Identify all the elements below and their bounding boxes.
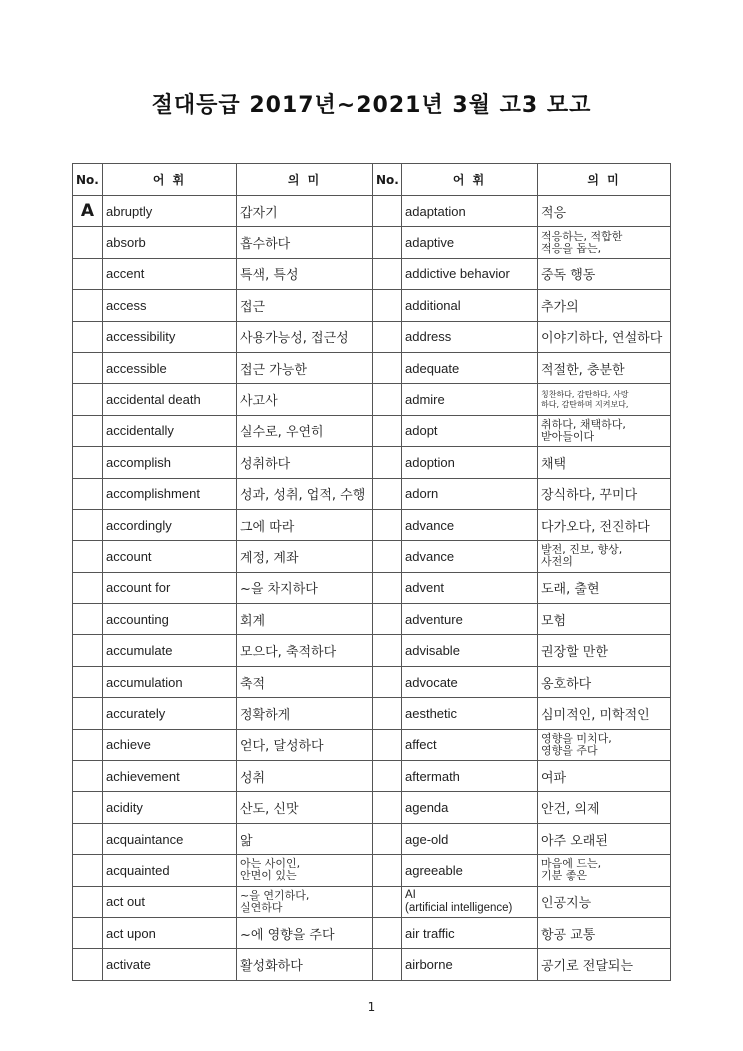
word-line: adoption <box>405 454 455 470</box>
table-row <box>73 635 671 666</box>
table-row <box>73 949 671 980</box>
row-number-right <box>373 792 402 823</box>
meaning-line: 접근 <box>240 299 266 315</box>
row-number-right <box>373 290 402 321</box>
word-line: airborne <box>405 957 453 973</box>
word-cell: accessibility <box>103 321 237 352</box>
row-number-right <box>373 635 402 666</box>
word-cell <box>402 761 538 792</box>
word-cell <box>402 823 538 854</box>
word-cell <box>402 258 538 289</box>
row-number-right <box>373 384 402 415</box>
meaning-line: 축적 <box>240 676 266 692</box>
meaning-line: ~에 영향을 주다 <box>240 927 335 943</box>
word-line: affect <box>405 737 437 753</box>
meaning-cell <box>538 290 671 321</box>
row-number-right <box>373 541 402 572</box>
meaning-cell <box>237 541 373 572</box>
word-cell <box>402 447 538 478</box>
table-row <box>73 509 671 540</box>
meaning-line: ~을 차지하다 <box>240 582 318 598</box>
word-line: advocate <box>405 674 458 690</box>
meaning-line: 칭찬하다, 감탄하다, 사랑 <box>541 389 629 399</box>
meaning-line: 사고사 <box>240 394 278 410</box>
meaning-cell <box>237 823 373 854</box>
meaning-cell <box>237 447 373 478</box>
meaning-line: 기분 좋은 <box>541 869 588 883</box>
row-number-left <box>73 447 103 478</box>
meaning-line: 취하다, 채택하다, <box>541 417 626 431</box>
table-row <box>73 290 671 321</box>
meaning-cell <box>538 509 671 540</box>
meaning-line: 성취하다 <box>240 456 291 472</box>
table-row <box>73 572 671 603</box>
word-line: adopt <box>405 423 438 439</box>
meaning-cell <box>538 823 671 854</box>
row-number-left <box>73 698 103 729</box>
meaning-cell <box>237 478 373 509</box>
header-meaning-right: 의 미 <box>538 164 671 196</box>
table-row <box>73 384 671 415</box>
meaning-cell <box>538 541 671 572</box>
meaning-cell <box>237 321 373 352</box>
table-row <box>73 196 671 227</box>
meaning-cell <box>538 227 671 258</box>
table-row <box>73 258 671 289</box>
word-cell: accurately <box>103 698 237 729</box>
table-row <box>73 666 671 697</box>
table-row <box>73 604 671 635</box>
meaning-line: 적응하는, 적합한 <box>541 229 623 243</box>
meaning-cell <box>237 949 373 980</box>
row-number-left <box>73 729 103 760</box>
table-row <box>73 478 671 509</box>
row-number-right <box>373 415 402 446</box>
vocabulary-table <box>72 163 671 981</box>
table-row <box>73 698 671 729</box>
meaning-line: 인공지능 <box>541 896 592 912</box>
word-cell <box>402 792 538 823</box>
meaning-cell <box>237 698 373 729</box>
meaning-cell <box>538 321 671 352</box>
word-cell: account <box>103 541 237 572</box>
word-cell: achievement <box>103 761 237 792</box>
row-number-right <box>373 917 402 948</box>
word-cell <box>402 196 538 227</box>
word-cell: act upon <box>103 917 237 948</box>
meaning-line: 사전의 <box>541 555 573 569</box>
word-cell <box>402 917 538 948</box>
word-cell <box>402 415 538 446</box>
word-cell <box>402 729 538 760</box>
meaning-line: 도래, 출현 <box>541 582 600 598</box>
word-line: adaptive <box>405 235 455 251</box>
table-row <box>73 352 671 383</box>
meaning-line: 그에 따라 <box>240 519 295 535</box>
section-letter: A <box>73 196 103 227</box>
word-line: AI <box>405 888 416 901</box>
meaning-line: 영향을 미치다, <box>541 731 612 745</box>
word-cell: accounting <box>103 604 237 635</box>
meaning-line: 모험 <box>541 613 567 629</box>
meaning-line: 발전, 진보, 향상, <box>541 543 623 557</box>
meaning-line: 적응 <box>541 205 567 221</box>
row-number-right <box>373 729 402 760</box>
word-cell <box>402 572 538 603</box>
word-cell <box>402 509 538 540</box>
meaning-cell <box>237 352 373 383</box>
meaning-cell <box>237 415 373 446</box>
meaning-line: 옹호하다 <box>541 676 592 692</box>
meaning-line: 항공 교통 <box>541 927 596 943</box>
meaning-cell <box>237 792 373 823</box>
meaning-cell <box>237 258 373 289</box>
word-line: advisable <box>405 643 460 659</box>
header-word-left: 어 휘 <box>103 164 237 196</box>
row-number-left <box>73 415 103 446</box>
meaning-line: 마음에 드는, <box>541 857 602 871</box>
word-cell: activate <box>103 949 237 980</box>
meaning-cell <box>538 792 671 823</box>
row-number-left <box>73 572 103 603</box>
meaning-cell <box>538 415 671 446</box>
row-number-left <box>73 509 103 540</box>
table-row <box>73 227 671 258</box>
meaning-cell <box>237 635 373 666</box>
header-no-left: No. <box>73 164 103 196</box>
word-cell: accent <box>103 258 237 289</box>
row-number-left <box>73 823 103 854</box>
word-cell <box>402 541 538 572</box>
word-line: age-old <box>405 831 449 847</box>
meaning-cell <box>237 384 373 415</box>
row-number-right <box>373 258 402 289</box>
meaning-line: 적응을 돕는, <box>541 241 602 255</box>
word-cell: act out <box>103 886 237 917</box>
row-number-left <box>73 321 103 352</box>
word-line: address <box>405 329 452 345</box>
word-cell <box>402 384 538 415</box>
row-number-right <box>373 447 402 478</box>
row-number-left <box>73 290 103 321</box>
row-number-left <box>73 258 103 289</box>
row-number-left <box>73 949 103 980</box>
meaning-cell <box>538 917 671 948</box>
word-cell <box>402 855 538 886</box>
meaning-cell <box>538 949 671 980</box>
word-cell: achieve <box>103 729 237 760</box>
meaning-cell <box>237 290 373 321</box>
page-number: 1 <box>367 1000 376 1014</box>
meaning-line: 받아들이다 <box>541 429 595 443</box>
word-cell <box>402 227 538 258</box>
word-cell <box>402 352 538 383</box>
word-line: addictive behavior <box>405 266 510 282</box>
meaning-line: 공기로 전달되는 <box>541 959 634 975</box>
word-line: adequate <box>405 360 460 376</box>
meaning-cell <box>538 698 671 729</box>
meaning-line: 얻다, 달성하다 <box>240 739 324 755</box>
table-row <box>73 823 671 854</box>
meaning-cell <box>538 196 671 227</box>
meaning-line: 아는 사이인, <box>240 857 301 871</box>
meaning-line: 특색, 특성 <box>240 268 299 284</box>
meaning-cell <box>538 478 671 509</box>
meaning-line: 산도, 신맛 <box>240 802 299 818</box>
row-number-left <box>73 761 103 792</box>
meaning-cell <box>538 258 671 289</box>
word-line: agreeable <box>405 862 463 878</box>
row-number-right <box>373 604 402 635</box>
meaning-line: 회계 <box>240 613 266 629</box>
row-number-left <box>73 666 103 697</box>
meaning-cell <box>237 604 373 635</box>
meaning-line: 추가의 <box>541 299 579 315</box>
table-row <box>73 447 671 478</box>
meaning-line: 접근 가능한 <box>240 362 307 378</box>
meaning-line: 실연하다 <box>240 900 283 914</box>
header-meaning-left: 의 미 <box>237 164 373 196</box>
word-cell: accomplishment <box>103 478 237 509</box>
row-number-left <box>73 352 103 383</box>
table-row <box>73 792 671 823</box>
table-row <box>73 729 671 760</box>
word-line: additional <box>405 297 461 313</box>
meaning-cell <box>538 635 671 666</box>
row-number-left <box>73 886 103 917</box>
row-number-right <box>373 949 402 980</box>
meaning-cell <box>237 196 373 227</box>
table-body <box>73 196 671 981</box>
meaning-line: 성과, 성취, 업적, 수행 <box>240 488 366 504</box>
row-number-right <box>373 855 402 886</box>
row-number-left <box>73 855 103 886</box>
meaning-cell <box>237 227 373 258</box>
meaning-cell <box>538 352 671 383</box>
meaning-line: 중독 행동 <box>541 268 596 284</box>
word-cell <box>402 321 538 352</box>
table-row <box>73 886 671 917</box>
row-number-right <box>373 478 402 509</box>
meaning-line: 정확하게 <box>240 707 291 723</box>
word-cell: accomplish <box>103 447 237 478</box>
meaning-line: 갑자기 <box>240 205 278 221</box>
word-cell: access <box>103 290 237 321</box>
word-cell: absorb <box>103 227 237 258</box>
table-row <box>73 761 671 792</box>
row-number-right <box>373 227 402 258</box>
word-cell: accordingly <box>103 509 237 540</box>
meaning-line: 실수로, 우연히 <box>240 425 324 441</box>
row-number-left <box>73 792 103 823</box>
row-number-left <box>73 635 103 666</box>
meaning-cell <box>538 666 671 697</box>
meaning-cell <box>237 761 373 792</box>
row-number-right <box>373 509 402 540</box>
word-cell: acquainted <box>103 855 237 886</box>
meaning-cell <box>538 384 671 415</box>
word-line: advance <box>405 548 455 564</box>
word-line: adorn <box>405 486 439 502</box>
row-number-left <box>73 227 103 258</box>
row-number-right <box>373 352 402 383</box>
meaning-cell <box>237 572 373 603</box>
meaning-cell <box>237 729 373 760</box>
word-cell: account for <box>103 572 237 603</box>
header-word-right: 어 휘 <box>402 164 538 196</box>
word-cell <box>402 666 538 697</box>
word-cell: accumulation <box>103 666 237 697</box>
meaning-line: 앎 <box>240 833 253 849</box>
meaning-line: 심미적인, 미학적인 <box>541 707 650 723</box>
meaning-line: 안면이 있는 <box>240 869 297 883</box>
word-cell: accidentally <box>103 415 237 446</box>
meaning-line: 활성화하다 <box>240 959 303 975</box>
meaning-line: 적절한, 충분한 <box>541 362 625 378</box>
meaning-line: 이야기하다, 연설하다 <box>541 331 663 347</box>
word-cell: accumulate <box>103 635 237 666</box>
word-cell <box>402 604 538 635</box>
meaning-line: 안건, 의제 <box>541 802 600 818</box>
row-number-right <box>373 572 402 603</box>
meaning-line: 다가오다, 전진하다 <box>541 519 650 535</box>
meaning-cell <box>237 917 373 948</box>
word-line: advance <box>405 517 455 533</box>
word-cell <box>402 478 538 509</box>
table-row <box>73 415 671 446</box>
meaning-cell <box>538 447 671 478</box>
meaning-cell <box>538 855 671 886</box>
word-cell <box>402 698 538 729</box>
row-number-left <box>73 604 103 635</box>
word-cell: accidental death <box>103 384 237 415</box>
word-line: admire <box>405 392 445 408</box>
meaning-cell <box>538 886 671 917</box>
meaning-cell <box>237 509 373 540</box>
word-cell: abruptly <box>103 196 237 227</box>
word-line: adventure <box>405 611 463 627</box>
meaning-line: 흡수하다 <box>240 237 291 253</box>
word-cell <box>402 635 538 666</box>
meaning-cell <box>237 855 373 886</box>
word-line: adaptation <box>405 203 466 219</box>
table-row <box>73 541 671 572</box>
meaning-line: 모으다, 축적하다 <box>240 645 337 661</box>
row-number-right <box>373 886 402 917</box>
header-no-right: No. <box>373 164 402 196</box>
row-number-right <box>373 196 402 227</box>
row-number-left <box>73 384 103 415</box>
meaning-line: 영향을 주다 <box>541 743 598 757</box>
table-row <box>73 917 671 948</box>
row-number-left <box>73 541 103 572</box>
meaning-cell <box>237 666 373 697</box>
word-cell <box>402 290 538 321</box>
meaning-line: 계정, 계좌 <box>240 550 299 566</box>
table-row <box>73 321 671 352</box>
word-line: advent <box>405 580 445 596</box>
word-cell: acquaintance <box>103 823 237 854</box>
row-number-right <box>373 321 402 352</box>
meaning-line: 사용가능성, 접근성 <box>240 331 349 347</box>
page-title: 절대등급 2017년~2021년 3월 고3 모고 <box>151 93 592 118</box>
table-row <box>73 855 671 886</box>
row-number-left <box>73 478 103 509</box>
word-line: aesthetic <box>405 705 458 721</box>
meaning-cell <box>538 729 671 760</box>
meaning-line: 장식하다, 꾸미다 <box>541 488 638 504</box>
word-line: (artificial intelligence) <box>405 901 513 914</box>
word-cell: acidity <box>103 792 237 823</box>
row-number-right <box>373 666 402 697</box>
meaning-line: 여파 <box>541 770 567 786</box>
meaning-line: 아주 오래된 <box>541 833 608 849</box>
meaning-line: 권장할 만한 <box>541 645 608 661</box>
meaning-line: 성취 <box>240 770 266 786</box>
meaning-line: 하다, 감탄하며 지켜보다, <box>541 399 629 409</box>
meaning-cell <box>538 761 671 792</box>
row-number-left <box>73 917 103 948</box>
word-line: aftermath <box>405 768 460 784</box>
meaning-line: ~을 연기하다, <box>240 888 310 902</box>
row-number-right <box>373 823 402 854</box>
meaning-cell <box>538 604 671 635</box>
row-number-right <box>373 761 402 792</box>
word-cell: accessible <box>103 352 237 383</box>
meaning-line: 채택 <box>541 456 567 472</box>
meaning-cell <box>538 572 671 603</box>
meaning-cell <box>237 886 373 917</box>
word-line: air traffic <box>405 925 455 941</box>
row-number-right <box>373 698 402 729</box>
table-header-row <box>73 164 671 196</box>
word-cell <box>402 949 538 980</box>
word-line: agenda <box>405 800 449 816</box>
word-cell <box>402 886 538 917</box>
